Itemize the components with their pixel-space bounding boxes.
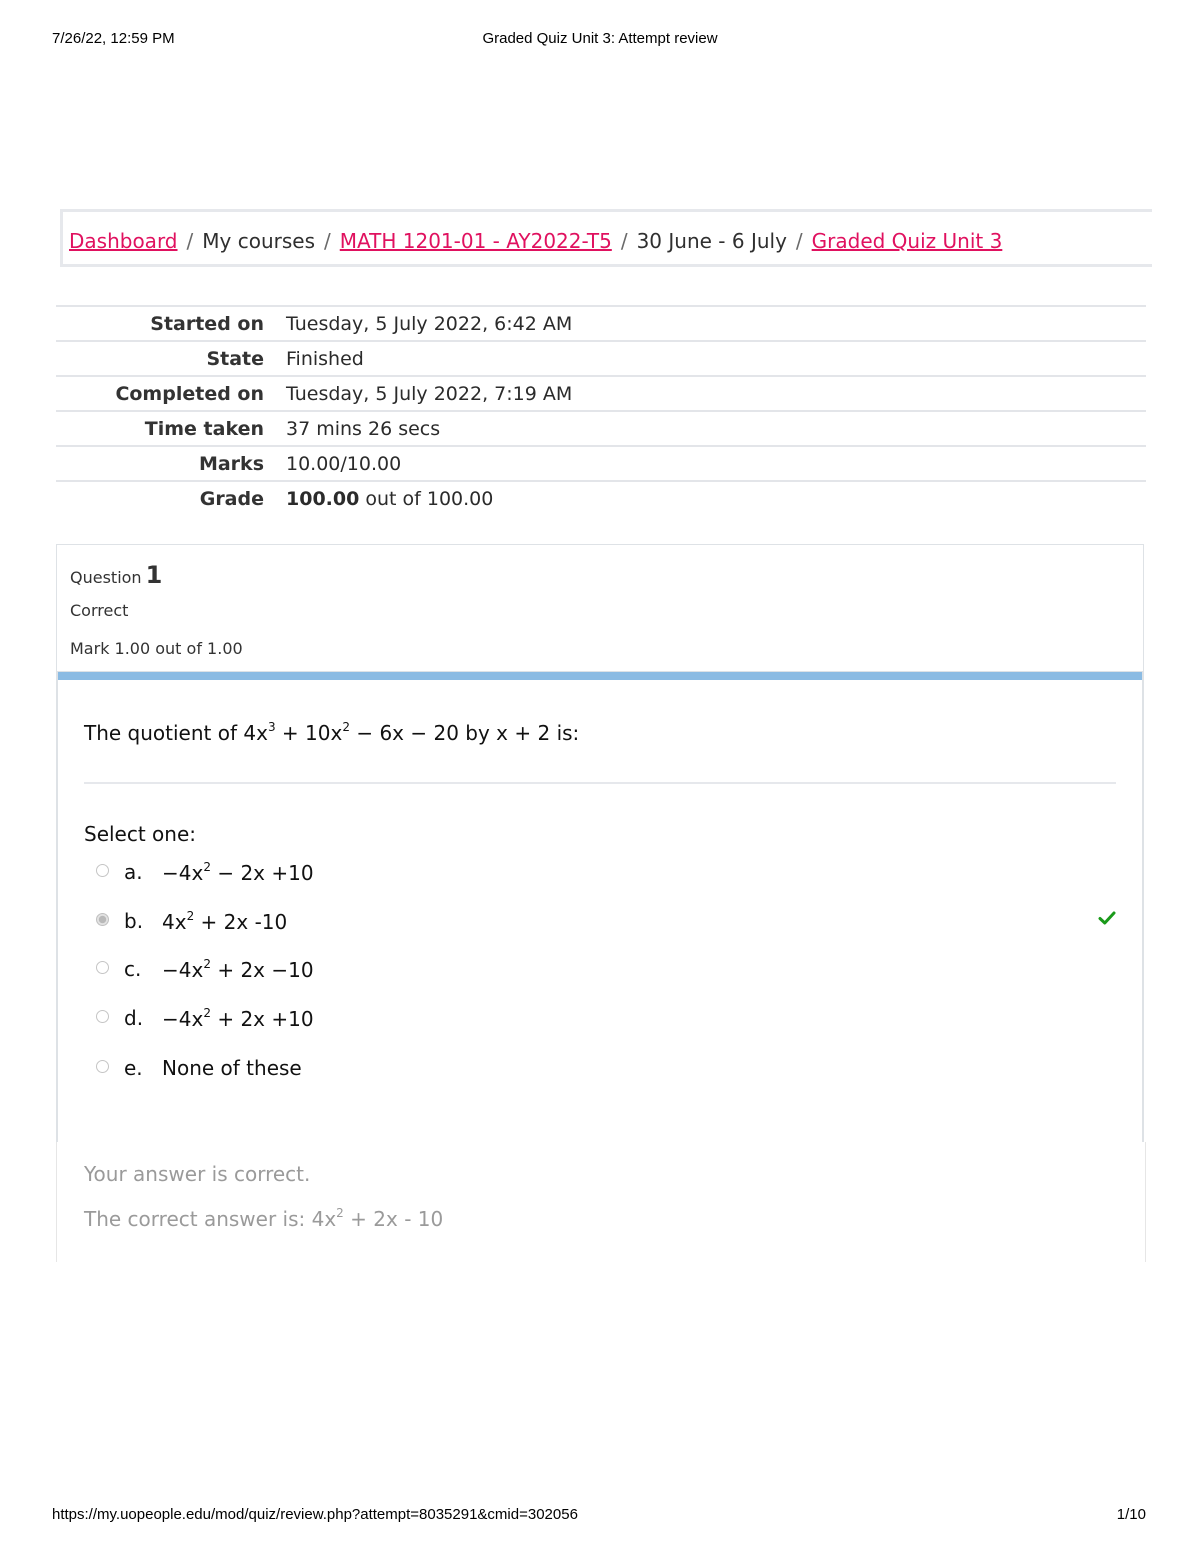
print-datetime: 7/26/22, 12:59 PM (52, 30, 175, 47)
question-text-exponent: 2 (342, 720, 350, 734)
breadcrumb-separator: / (795, 229, 803, 253)
answer-text-part: + 2x +10 (210, 1007, 314, 1031)
question-content (56, 672, 1144, 1142)
summary-value: 37 mins 26 secs (286, 411, 1146, 446)
question-info (56, 544, 1144, 672)
answer-letter: c. (124, 957, 142, 981)
answer-text-part: − 2x +10 (210, 861, 314, 885)
attempt-summary-table (56, 305, 1146, 515)
answer-text: None of these (162, 1056, 302, 1080)
question-bar (58, 672, 1142, 680)
breadcrumb (60, 209, 1152, 267)
radio-icon[interactable] (96, 864, 109, 877)
question-text-part: − 6x − 20 by x + 2 is: (349, 721, 580, 745)
summary-value: Finished (286, 341, 1146, 376)
breadcrumb-section: 30 June - 6 July (636, 229, 787, 253)
answer-option-b[interactable] (96, 909, 1116, 939)
summary-label: Started on (56, 306, 286, 341)
summary-row-started (56, 306, 1146, 341)
breadcrumb-separator: / (620, 229, 628, 253)
select-prompt: Select one: (84, 822, 197, 846)
print-footer (0, 1506, 1200, 1526)
answer-option-e[interactable] (96, 1056, 1116, 1086)
summary-row-time-taken (56, 411, 1146, 446)
answer-text (162, 1006, 314, 1031)
radio-icon[interactable] (96, 1060, 109, 1073)
question-grade: Mark 1.00 out of 1.00 (70, 639, 243, 658)
question-divider (84, 782, 1116, 784)
breadcrumb-course-link[interactable]: MATH 1201-01 - AY2022-T5 (339, 229, 612, 253)
summary-label: Completed on (56, 376, 286, 411)
answer-text-part: −4x (162, 958, 204, 982)
grade-score: 100.00 (286, 487, 360, 510)
feedback-text-part: The correct answer is: 4x (84, 1207, 337, 1231)
question-label: Question (70, 568, 142, 587)
radio-icon[interactable] (96, 961, 109, 974)
grade-out-of: out of 100.00 (359, 487, 494, 510)
question-state: Correct (70, 601, 129, 620)
breadcrumb-separator: / (324, 229, 331, 253)
breadcrumb-my-courses: My courses (202, 229, 315, 253)
summary-label: State (56, 341, 286, 376)
answer-text (162, 860, 314, 885)
answer-letter: d. (124, 1006, 144, 1030)
summary-row-marks (56, 446, 1146, 481)
question-number-value: 1 (145, 561, 163, 589)
answer-letter: b. (124, 909, 144, 933)
answer-text-part: + 2x -10 (194, 910, 288, 934)
check-icon (1098, 909, 1116, 927)
answer-option-c[interactable] (96, 957, 1116, 987)
radio-icon-selected[interactable] (96, 913, 109, 926)
feedback-correct-answer (84, 1206, 443, 1231)
summary-value: Tuesday, 5 July 2022, 6:42 AM (286, 306, 1146, 341)
answer-text-part: −4x (162, 1007, 204, 1031)
print-header (0, 30, 1200, 50)
answer-text (162, 957, 314, 982)
feedback-section (56, 1142, 1146, 1262)
answer-exponent: 2 (203, 860, 211, 874)
summary-row-state (56, 341, 1146, 376)
breadcrumb-dashboard-link[interactable]: Dashboard (69, 229, 178, 253)
answer-exponent: 2 (203, 957, 211, 971)
feedback-result: Your answer is correct. (84, 1162, 311, 1186)
print-url: https://my.uopeople.edu/mod/quiz/review.php?attempt=8035291&cmid=302056 (52, 1506, 578, 1523)
summary-value (286, 481, 1146, 515)
answer-option-a[interactable] (96, 860, 1116, 890)
summary-value: 10.00/10.00 (286, 446, 1146, 481)
summary-row-completed (56, 376, 1146, 411)
summary-label: Marks (56, 446, 286, 481)
answer-text-part: −4x (162, 861, 204, 885)
print-page-number: 1/10 (1116, 1506, 1146, 1523)
feedback-text-part: + 2x - 10 (343, 1207, 444, 1231)
breadcrumb-quiz-link[interactable]: Graded Quiz Unit 3 (811, 229, 1003, 253)
feedback-exponent: 2 (336, 1206, 344, 1220)
answer-letter: e. (124, 1056, 143, 1080)
radio-icon[interactable] (96, 1010, 109, 1023)
question-text-exponent: 3 (267, 720, 276, 734)
breadcrumb-separator: / (186, 229, 194, 253)
answer-letter: a. (124, 860, 143, 884)
summary-row-grade (56, 481, 1146, 515)
answer-option-d[interactable] (96, 1006, 1116, 1036)
print-title: Graded Quiz Unit 3: Attempt review (482, 30, 718, 47)
answer-exponent: 2 (203, 1006, 211, 1020)
question-text-part: + 10x (275, 721, 343, 745)
answer-text-part: + 2x −10 (210, 958, 314, 982)
answer-exponent: 2 (186, 909, 195, 923)
summary-label: Time taken (56, 411, 286, 446)
summary-label: Grade (56, 481, 286, 515)
answer-text (162, 909, 287, 934)
summary-value: Tuesday, 5 July 2022, 7:19 AM (286, 376, 1146, 411)
question-text-part: The quotient of 4x (84, 721, 268, 745)
answer-text-part: 4x (162, 910, 187, 934)
question-text (84, 720, 579, 745)
question-number (70, 561, 162, 589)
